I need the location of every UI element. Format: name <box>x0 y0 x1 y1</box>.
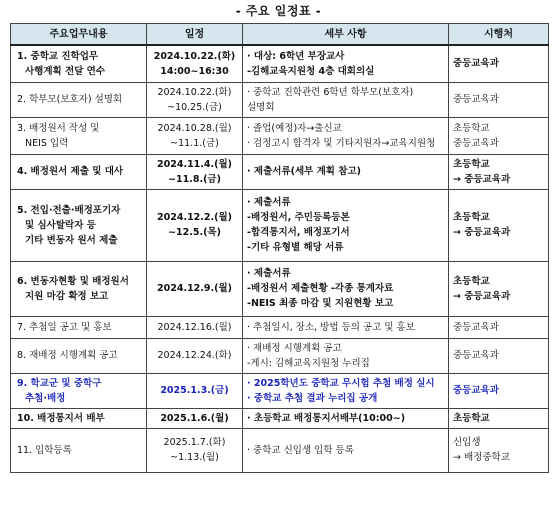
date-cell-line: 2024.10.22.(화) <box>157 86 232 98</box>
agency-cell <box>449 82 549 117</box>
detail-cell-line: -김해교육지원청 4층 대회의실 <box>247 65 375 77</box>
task-cell <box>11 316 147 338</box>
detail-cell-line: · 대상: 6학년 부장교사 <box>247 50 345 62</box>
table-row <box>11 45 549 82</box>
date-cell-line: 14:00~16:30 <box>160 65 229 77</box>
date-cell <box>147 82 243 117</box>
table-row <box>11 338 549 373</box>
detail-cell <box>243 373 449 408</box>
date-cell-line: 2025.1.3.(금) <box>160 385 229 396</box>
agency-cell-line: 중등교육과 <box>453 321 499 333</box>
header-detail: 세부 사항 <box>243 24 449 46</box>
date-cell-line: 2024.11.4.(월) <box>157 158 232 170</box>
table-row <box>11 408 549 428</box>
task-cell-line: 8. 재배정 시행계획 공고 <box>17 350 118 361</box>
detail-cell <box>243 316 449 338</box>
detail-cell-line: · 제출서류(세부 계획 참고) <box>247 166 361 177</box>
task-cell-line: 11. 입학등록 <box>17 444 72 456</box>
date-cell <box>147 261 243 316</box>
agency-cell <box>449 189 549 261</box>
agency-cell <box>449 45 549 82</box>
agency-cell-line: 초등학교 <box>453 122 490 134</box>
detail-cell-line: -합격통지서, 배정포기서 <box>247 227 350 238</box>
detail-cell-line: · 재배정 시행계획 공고 <box>247 342 342 354</box>
agency-cell-line: → 배정중학교 <box>453 452 510 463</box>
task-cell-line: 1. 중학교 진학업무 <box>17 50 99 62</box>
task-cell-line: 3. 배정원서 작성 및 <box>17 122 100 134</box>
agency-cell <box>449 316 549 338</box>
task-cell <box>11 117 147 154</box>
agency-cell <box>449 373 549 408</box>
table-row <box>11 316 549 338</box>
table-row <box>11 261 549 316</box>
date-cell <box>147 154 243 189</box>
agency-cell-line: 중등교육과 <box>453 58 499 70</box>
task-cell <box>11 189 147 261</box>
detail-cell-line: · 졸업(예정)자→출신교 <box>247 122 342 134</box>
agency-cell-line: 초등학교 <box>453 412 490 424</box>
detail-cell-line: · 중학교 진학관련 6학년 학부모(보호자) <box>247 86 414 98</box>
agency-cell <box>449 261 549 316</box>
task-cell <box>11 408 147 428</box>
detail-cell-line: -배정원서, 주민등록등본 <box>247 212 350 223</box>
table-header-row <box>11 24 549 46</box>
task-cell-line: 4. 배정원서 제출 및 대사 <box>17 166 124 177</box>
agency-cell-line: 초등학교 <box>453 158 490 170</box>
date-cell <box>147 316 243 338</box>
agency-cell <box>449 154 549 189</box>
detail-cell-line: · 중학교 추첨 결과 누리집 공개 <box>247 392 378 404</box>
agency-cell-line: 초등학교 <box>453 212 490 223</box>
date-cell-line: 2025.1.6.(월) <box>160 412 229 424</box>
task-cell <box>11 45 147 82</box>
agency-cell-line: 중등교육과 <box>453 385 499 396</box>
task-cell <box>11 338 147 373</box>
detail-cell <box>243 45 449 82</box>
agency-cell <box>449 408 549 428</box>
task-cell <box>11 261 147 316</box>
date-cell-line: ~11.8.(금) <box>168 173 221 185</box>
date-cell-line: ~1.13.(월) <box>170 452 219 463</box>
date-cell <box>147 338 243 373</box>
table-row <box>11 428 549 472</box>
detail-cell-line: · 제출서류 <box>247 268 291 279</box>
agency-cell-line: 초등학교 <box>453 275 490 287</box>
date-cell-line: ~12.5.(목) <box>168 227 221 238</box>
detail-cell-line: -NEIS 최종 마감 및 지원현황 보고 <box>247 298 394 309</box>
detail-cell <box>243 428 449 472</box>
agency-cell-line: 신입생 <box>453 437 481 448</box>
detail-cell-line: -기타 유형별 해당 서류 <box>247 242 344 253</box>
table-row <box>11 373 549 408</box>
detail-cell <box>243 408 449 428</box>
task-cell-line: 2. 학부모(보호자) 설명회 <box>17 94 123 105</box>
schedule-table <box>10 23 549 473</box>
table-row <box>11 189 549 261</box>
task-cell <box>11 82 147 117</box>
agency-cell <box>449 338 549 373</box>
detail-cell-line: · 2025학년도 중학교 무시험 추첨 배정 실시 <box>247 377 435 389</box>
table-row <box>11 82 549 117</box>
header-date: 일정 <box>147 24 243 46</box>
date-cell-line: 2025.1.7.(화) <box>163 437 226 448</box>
date-cell-line: 2024.12.2.(월) <box>157 212 232 223</box>
table-row <box>11 154 549 189</box>
detail-cell-line: · 추첨일시, 장소, 방법 등의 공고 및 홍보 <box>247 321 415 333</box>
task-cell-line: 9. 학교군 및 중학구 <box>17 377 102 389</box>
table-row <box>11 117 549 154</box>
detail-cell-line: -게시: 김해교육지원청 누리집 <box>247 357 370 369</box>
detail-cell-line: · 초등학교 배정통지서배부(10:00~) <box>247 412 406 424</box>
agency-cell <box>449 428 549 472</box>
date-cell <box>147 117 243 154</box>
task-cell-line: 추첨·배정 <box>25 392 66 404</box>
task-cell <box>11 154 147 189</box>
task-cell <box>11 373 147 408</box>
agency-cell <box>449 117 549 154</box>
task-cell-line: 5. 전입·전출·배정포기자 <box>17 204 121 216</box>
date-cell <box>147 428 243 472</box>
agency-cell-line: 중등교육과 <box>453 94 499 105</box>
date-cell <box>147 189 243 261</box>
detail-cell-line: 설명회 <box>247 101 275 113</box>
detail-cell-line: · 검정고시 합격자 및 기타지원자→교육지원청 <box>247 137 436 149</box>
task-cell-line: 10. 배정통지서 배부 <box>17 412 105 424</box>
task-cell-line: 6. 변동자현황 및 배정원서 <box>17 275 129 287</box>
task-cell-line: 기타 변동자 원서 제출 <box>25 234 118 246</box>
detail-cell <box>243 261 449 316</box>
detail-cell-line: -배정원서 제출현황 -각종 통계자료 <box>247 283 394 294</box>
date-cell-line: ~11.1.(금) <box>170 137 219 149</box>
date-cell <box>147 45 243 82</box>
detail-cell-line: · 제출서류 <box>247 197 291 208</box>
header-agency: 시행처 <box>449 24 549 46</box>
agency-cell-line: 중등교육과 <box>453 137 499 149</box>
detail-cell <box>243 154 449 189</box>
agency-cell-line: → 중등교육과 <box>453 227 511 238</box>
detail-cell <box>243 117 449 154</box>
task-cell <box>11 428 147 472</box>
date-cell-line: 2024.12.16.(월) <box>157 321 232 333</box>
date-cell-line: 2024.12.24.(화) <box>157 350 232 361</box>
agency-cell-line: 중등교육과 <box>453 350 499 361</box>
header-task: 주요업무내용 <box>11 24 147 46</box>
task-cell-line: 및 심사탈락자 등 <box>25 219 96 231</box>
date-cell <box>147 408 243 428</box>
detail-cell <box>243 82 449 117</box>
detail-cell-line: · 중학교 신입생 입학 등록 <box>247 444 354 456</box>
detail-cell <box>243 189 449 261</box>
task-cell-line: 7. 추첨일 공고 및 홍보 <box>17 321 112 333</box>
task-cell-line: NEIS 입력 <box>25 137 69 149</box>
task-cell-line: 지원 마감 확정 보고 <box>25 290 109 302</box>
agency-cell-line: → 중등교육과 <box>453 290 511 302</box>
agency-cell-line: → 중등교육과 <box>453 173 511 185</box>
date-cell-line: 2024.10.22.(화) <box>153 50 236 62</box>
date-cell-line: ~10.25.(금) <box>167 101 222 113</box>
date-cell <box>147 373 243 408</box>
date-cell-line: 2024.10.28.(월) <box>157 122 232 134</box>
detail-cell <box>243 338 449 373</box>
page-title: - 주요 일정표 - <box>235 4 322 18</box>
date-cell-line: 2024.12.9.(월) <box>157 283 232 294</box>
task-cell-line: 사행계획 전달 연수 <box>25 65 106 77</box>
